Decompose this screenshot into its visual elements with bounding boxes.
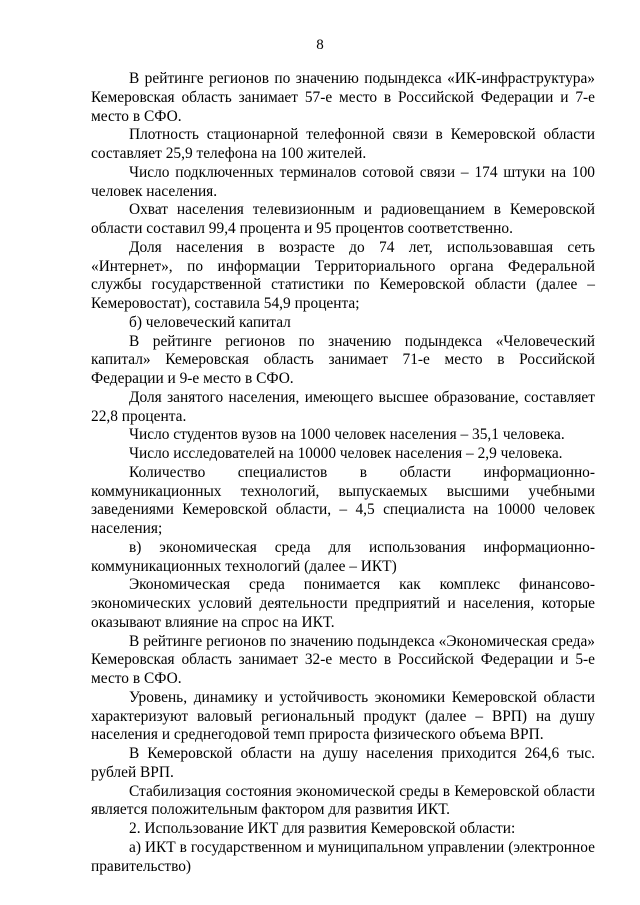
paragraph: В рейтинге регионов по значению подындекса «Экономическая среда» Кемеровская область занимает 32-е место в Российской Федерации и 5-е место в СФО. (91, 632, 595, 687)
paragraph: Доля населения в возрасте до 74 лет, использовавшая сеть «Интернет», по информации Территориального органа Федеральной службы государственной статистики по Кемеровской области (далее – Кемеровостат), составила 54,9 процента; (91, 238, 595, 312)
section-heading: а) ИКТ в государственном и муниципальном управлении (электронное правительство) (91, 838, 595, 875)
section-heading: б) человеческий капитал (129, 313, 291, 331)
paragraph: Уровень, динамику и устойчивость экономики Кемеровской области характеризуют валовый региональный продукт (далее – ВРП) на душу населения и среднегодовой темп прироста физического объема ВРП. (91, 688, 595, 744)
page-number: 8 (316, 37, 324, 53)
paragraph: В рейтинге регионов по значению подындекса «Человеческий капитал» Кемеровская область занимает 71-е место в Российской Федерации и 9-е место в СФО. (91, 332, 595, 387)
paragraph: Доля занятого населения, имеющего высшее образование, составляет 22,8 процента. (91, 388, 595, 425)
paragraph: Количество специалистов в области информационно-коммуникационных технологий, выпускаемых высшими учебными заведениями Кемеровской области, – 4,5 специалиста на 10000 человек населения; (91, 463, 595, 537)
paragraph: Число студентов вузов на 1000 человек населения – 35,1 человека. (129, 426, 565, 444)
section-heading: 2. Использование ИКТ для развития Кемеровской области: (129, 820, 516, 837)
section-heading: в) экономическая среда для использования информационно-коммуникационных технологий (далее – ИКТ) (91, 538, 595, 575)
paragraph: Число подключенных терминалов сотовой связи – 174 штуки на 100 человек населения. (91, 163, 595, 200)
paragraph: Плотность стационарной телефонной связи в Кемеровской области составляет 25,9 телефона на 100 жителей. (91, 126, 595, 162)
paragraph: Экономическая среда понимается как комплекс финансово-экономических условий деятельности предприятий и населения, которые оказывают влияние на спрос на ИКТ. (91, 576, 595, 631)
paragraph: В рейтинге регионов по значению подындекса «ИК-инфраструктура» Кемеровская область занимает 57-е место в Российской Федерации и 7-е место в СФО. (91, 70, 595, 125)
paragraph: Стабилизация состояния экономической среды в Кемеровской области является положительным фактором для развития ИКТ. (91, 782, 595, 819)
paragraph: Охват населения телевизионным и радиовещанием в Кемеровской области составил 99,4 процента и 95 процентов соответственно. (91, 201, 595, 237)
document-body (91, 70, 595, 876)
paragraph: Число исследователей на 10000 человек населения – 2,9 человека. (129, 445, 563, 462)
paragraph: В Кемеровской области на душу населения приходится 264,6 тыс. рублей ВРП. (91, 745, 595, 781)
